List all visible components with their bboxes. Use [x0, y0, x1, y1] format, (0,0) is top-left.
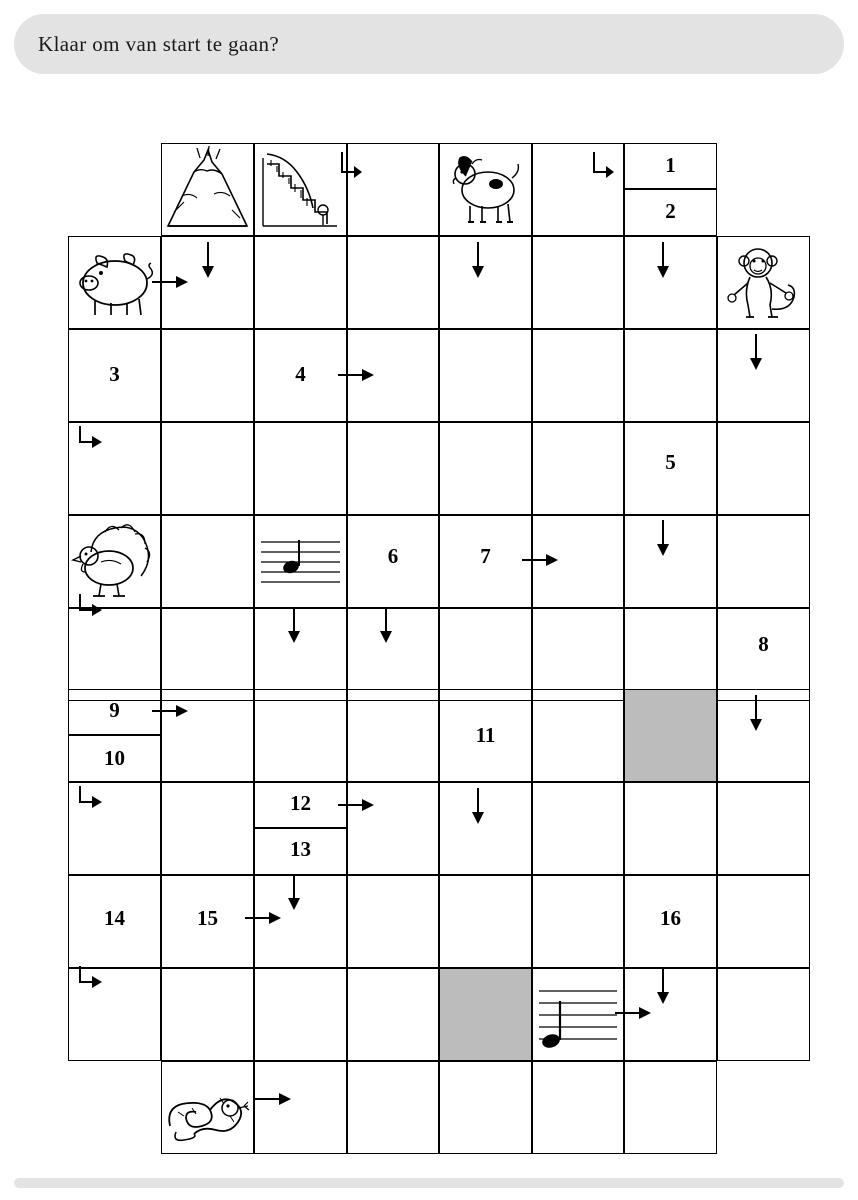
- arrow-right-icon: [243, 908, 285, 928]
- clue-number: 16: [660, 906, 681, 930]
- arrow-corner-icon: [76, 964, 110, 994]
- clue-number: 5: [665, 450, 676, 474]
- clue-number: 2: [665, 199, 676, 223]
- arrow-corner-icon: [76, 424, 110, 454]
- volcano-picture: [164, 146, 251, 233]
- clue-number: 15: [197, 906, 218, 930]
- clue-number: 14: [104, 906, 125, 930]
- grid-cell[interactable]: [161, 422, 254, 515]
- grid-cell[interactable]: [532, 422, 624, 515]
- arrow-down-icon: [198, 240, 218, 282]
- grid-cell[interactable]: [717, 515, 810, 608]
- grid-cell[interactable]: [717, 875, 810, 968]
- arrow-down-icon: [376, 605, 396, 647]
- arrow-corner-icon: [76, 592, 110, 622]
- clue-number: 9: [109, 698, 120, 722]
- grid-cell[interactable]: [347, 1061, 439, 1154]
- grid-cell-shaded[interactable]: [624, 689, 717, 782]
- grid-cell[interactable]: [161, 608, 254, 701]
- arrow-right-icon: [336, 365, 378, 385]
- grid-cell[interactable]: [532, 608, 624, 701]
- arrow-down-icon: [653, 240, 673, 282]
- note-picture-1: [257, 518, 344, 605]
- arrow-down-right-icon: [338, 150, 366, 184]
- stairs-picture: [257, 146, 344, 233]
- grid-cell[interactable]: [439, 608, 532, 701]
- grid-cell[interactable]: [532, 782, 624, 875]
- grid-cell[interactable]: [624, 608, 717, 701]
- grid-cell[interactable]: [439, 1061, 532, 1154]
- cow-picture: [442, 146, 529, 233]
- clue-number: 4: [295, 362, 306, 386]
- grid-cell[interactable]: [347, 422, 439, 515]
- note-picture-2: [535, 971, 621, 1058]
- grid-cell[interactable]: [161, 782, 254, 875]
- grid-cell[interactable]: [717, 782, 810, 875]
- clue-number: 13: [290, 837, 311, 861]
- arrow-down-right-icon: [590, 150, 618, 184]
- grid-cell[interactable]: [717, 422, 810, 515]
- arrow-right-icon: [150, 701, 192, 721]
- arrow-down-icon: [284, 872, 304, 914]
- grid-cell[interactable]: [254, 968, 347, 1061]
- arrow-right-icon: [150, 272, 192, 292]
- grid-cell[interactable]: [532, 236, 624, 329]
- grid-cell[interactable]: [624, 782, 717, 875]
- snake-picture: [164, 1064, 251, 1151]
- arrow-right-icon: [520, 550, 562, 570]
- grid-cell[interactable]: [347, 689, 439, 782]
- grid-cell[interactable]: [161, 968, 254, 1061]
- clue-number: 11: [475, 723, 496, 747]
- grid-cell[interactable]: [532, 1061, 624, 1154]
- grid-cell[interactable]: [347, 236, 439, 329]
- grid-cell[interactable]: [439, 875, 532, 968]
- grid-cell[interactable]: [624, 1061, 717, 1154]
- grid-cell[interactable]: [624, 329, 717, 422]
- clue-number: 6: [387, 544, 399, 568]
- clue-number: 1: [665, 153, 676, 177]
- grid-cell[interactable]: [347, 968, 439, 1061]
- arrow-corner-icon: [76, 784, 110, 814]
- grid-cell[interactable]: [254, 422, 347, 515]
- monkey-picture: [720, 239, 807, 326]
- grid-cell[interactable]: [347, 875, 439, 968]
- grid-cell[interactable]: [439, 422, 532, 515]
- clue-number: 3: [109, 362, 120, 386]
- clue-number: 12: [290, 791, 311, 815]
- grid-cell[interactable]: [532, 875, 624, 968]
- clue-number: 8: [758, 632, 769, 656]
- grid-cell[interactable]: [161, 329, 254, 422]
- arrow-down-icon: [746, 693, 766, 735]
- page-title: Klaar om van start te gaan?: [38, 31, 280, 56]
- grid-cell[interactable]: [717, 968, 810, 1061]
- footer-bar: [14, 1178, 844, 1188]
- grid-cell[interactable]: [439, 329, 532, 422]
- grid-cell[interactable]: [161, 515, 254, 608]
- arrow-down-icon: [653, 966, 673, 1008]
- clue-number: 7: [480, 544, 491, 568]
- arrow-down-icon: [284, 605, 304, 647]
- clue-number: 10: [104, 746, 125, 770]
- arrow-right-icon: [336, 795, 378, 815]
- arrow-down-icon: [653, 518, 673, 560]
- arrow-right-icon: [253, 1089, 295, 1109]
- grid-cell[interactable]: [532, 689, 624, 782]
- pig-picture: [71, 239, 158, 326]
- arrow-down-icon: [468, 786, 488, 828]
- arrow-right-icon: [613, 1003, 655, 1023]
- grid-cell[interactable]: [254, 236, 347, 329]
- grid-cell[interactable]: [532, 329, 624, 422]
- grid-cell-shaded[interactable]: [439, 968, 532, 1061]
- grid-cell[interactable]: [254, 689, 347, 782]
- arrow-down-icon: [746, 332, 766, 374]
- arrow-down-icon: [468, 240, 488, 282]
